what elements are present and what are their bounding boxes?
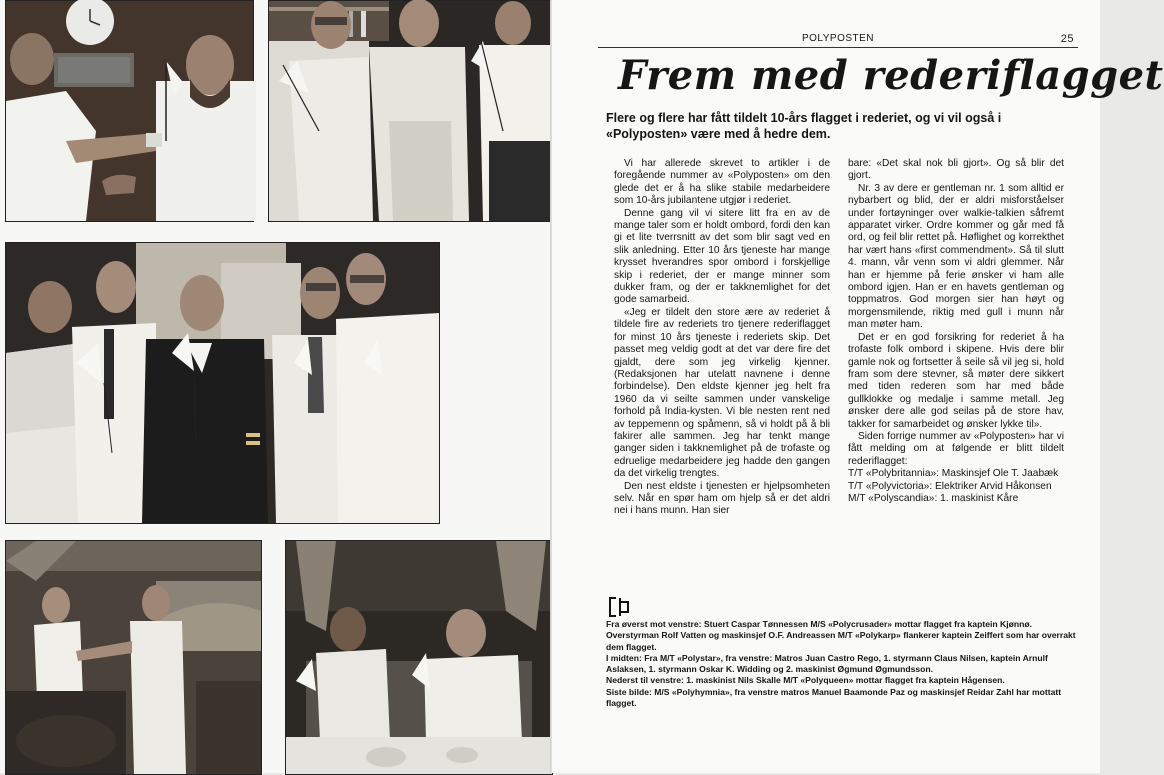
- paragraph: Vi har allerede skrevet to artikler i de foregående nummer av «Polyposten» om den glede det er å ha slike stabile medarbeidere som 10-års jubilantene utgjør i rederiet.: [614, 158, 830, 207]
- award-line: T/T «Polybritannia»: Maskinsjef Ole T. Jaabæk: [848, 468, 1059, 480]
- award-line: M/T «Polyscandia»: 1. maskinist Kåre: [848, 492, 1019, 504]
- caption-text: I midten: Fra M/T «Polystar», fra venstre: Matros Juan Castro Rego, 1. styrmann Claus Nilsen, kaptein Arnulf Aslaksen, 1. styrmann Oskar K. Widding og 2. maskinist Øgmund Øgmundsson.: [606, 652, 1048, 675]
- photo-captions: [606, 596, 1076, 709]
- caption-text: Fra øverst mot venstre: Stuert Caspar Tønnessen M/S «Polycrusader» mottar flagget fra kaptein Kjønnø.: [606, 619, 1032, 629]
- photo-group-middle: [5, 242, 440, 524]
- corner-bracket-icon: [606, 596, 634, 618]
- photo-lounge-bottom-left: [5, 540, 262, 775]
- photo-two-seated-bottom-right: [285, 540, 553, 775]
- magazine-name: POLYPOSTEN: [801, 33, 875, 44]
- right-page-article: [552, 0, 1164, 773]
- paragraph: bare: «Det skal nok bli gjort». Og så blir det gjort.: [848, 158, 1064, 182]
- photo-three-men-top-right: [268, 0, 552, 222]
- paragraph: Det er en god forsikring for rederiet å ha trofaste folk ombord i skipene. Hvis dere blir gamle nok og fortsetter å seile så vil jeg si, hold fram som dere stevner, så møter dere sikkert med tiden rederen som har med både gullklokke og medalje i samme metall. Jeg ønsker dere alle god seilas på de store hav, takker for samarbeidet og ønsker lykke til».: [848, 331, 1064, 430]
- article-title: Frem med rederiflagget: [618, 52, 1164, 99]
- caption-text: Overstyrman Rolf Vatten og maskinsjef O.F. Andreassen M/T «Polykarp» flankerer kaptein Zeiffert som har overrakt dem flagget.: [606, 630, 1076, 652]
- article-column-2: [848, 158, 1064, 505]
- left-page-photos: [0, 0, 552, 773]
- caption-list: [606, 619, 1076, 709]
- award-line: T/T «Polyvictoria»: Elektriker Arvid Håkonsen: [848, 480, 1052, 492]
- paragraph: Nr. 3 av dere er gentleman nr. 1 som alltid er nybarbert og blid, der er aldri misforståelser under fortøyninger over walkie-talkien såfremt apparatet virker. Ordre kommer og går med få ord, og feil blir rettet på. Høflighet og korrekthet har vært hans «first commendment». Så til slutt 4. mann, vår venn som vi aldri glemmer. Når han er hjemme på ferie ønsker vi ham alle ombord igjen. Han er en havets gentleman og toppmatros. God morgen sier han høyt og morgensmilende, riktig med gull i munn når man møter ham.: [848, 182, 1064, 331]
- caption-text: Nederst til venstre: 1. maskinist Nils Skalle M/T «Polyqueen» mottar flagget fra kaptein Hågensen.: [606, 675, 1005, 686]
- paragraph: Siden forrige nummer av «Polyposten» har vi fått melding om at følgende er blitt tildelt rederiflagget:: [848, 430, 1064, 467]
- page-number: 25: [1060, 33, 1074, 45]
- caption-text: Siste bilde: M/S «Polyhymnia», fra venstre matros Manuel Baamonde Paz og maskinsjef Reidar Zahl har mottatt flagget.: [606, 686, 1062, 709]
- paragraph: Denne gang vil vi sitere litt fra en av de mange taler som er holdt ombord, fordi den kan gi et lite tverrsnitt av det som blir sagt ved en slik anledning. Etter 10 års tjeneste har mange krysset hverandres spor ombord i forskjellige skip i rederiet, der er mange minner som dukker fram, og der er takknemlighet for det gode samarbeid.: [614, 207, 830, 306]
- paragraph: «Jeg er tildelt den store ære av rederiet å tildele fire av rederiets tro tjenere rederiflagget for minst 10 års tjeneste i rederiets skip. Det passet meg veldig godt at det var dere fire det gjaldt, dere som jeg virkelig kjenner. (Redaksjonen har utelatt navnene i denne forbindelse). Den eldste kjenner jeg helt fra 1960 da vi seilte sammen under vanskelige forhold på India-kysten. Vi ble nesten rent ned av teppemenn og spåmenn, så vi holdt på å bli fakirer alle sammen. Jeg har tenkt mange ganger siden i takknemlighet på de trofaste og edruelige medarbeidere jeg hadde den gangen da det virkelig trengtes.: [614, 306, 830, 480]
- article-lede: Flere og flere har fått tildelt 10-års flagget i rederiet, og vi vil også i «Polyposten» være med å hedre dem.: [606, 111, 1002, 141]
- running-header: [598, 33, 1078, 48]
- paragraph: Den nest eldste i tjenesten er hjelpsomheten selv. Når en spør ham om hjelp så er det aldri nei i hans munn. Han sier: [614, 480, 830, 517]
- article-column-1: [614, 158, 830, 518]
- photo-handshake-top-left: [5, 0, 254, 222]
